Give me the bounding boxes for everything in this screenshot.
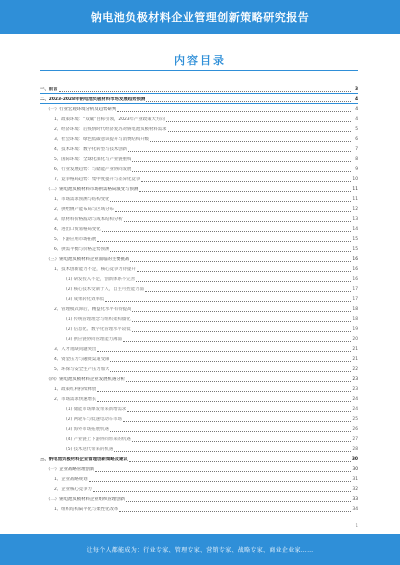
toc-entry-page: 14 bbox=[352, 227, 358, 232]
toc-entry[interactable] bbox=[40, 436, 358, 442]
toc-entry-page: 23 bbox=[352, 377, 358, 382]
toc-entry-page: 34 bbox=[352, 507, 358, 512]
toc-entry-title: 4、进出口贸易格局变化 bbox=[54, 227, 101, 232]
toc-entry-page: 21 bbox=[352, 347, 358, 352]
toc-entry[interactable] bbox=[40, 156, 358, 162]
toc-leader-dots bbox=[89, 477, 351, 482]
toc-entry-title: 5、环保与安全生产压力加大 bbox=[54, 367, 110, 372]
toc-entry-title: （二）钠电池负极材料企业组织管理创新 bbox=[46, 497, 126, 502]
footer-slogan: 让每个人都能成为：行业专家、管理专家、营销专家、战略专家、商业企业家…… bbox=[86, 547, 314, 554]
toc-entry[interactable] bbox=[40, 296, 358, 302]
toc-entry-page: 15 bbox=[352, 237, 358, 242]
toc-entry[interactable] bbox=[40, 406, 358, 412]
toc-leader-dots bbox=[123, 337, 351, 342]
toc-entry-page: 4 bbox=[355, 107, 358, 112]
toc-entry[interactable] bbox=[40, 446, 358, 452]
toc-entry-title: 1、市场需求预测与结构变化 bbox=[54, 197, 110, 202]
toc-entry-title: 3、社会环境：绿色低碳意识提升与消费结构升级 bbox=[54, 137, 149, 142]
toc-entry-page: 30 bbox=[352, 467, 358, 472]
toc-entry[interactable] bbox=[40, 356, 358, 362]
toc-entry-title: 三、钠电池负极材料企业管理创新策略及建议 bbox=[40, 457, 128, 462]
toc-entry-page: 21 bbox=[352, 357, 358, 362]
toc-leader-dots bbox=[132, 167, 351, 172]
toc-entry[interactable] bbox=[40, 286, 358, 292]
toc-entry-title: 1、组织结构扁平化与柔性化改革 bbox=[54, 507, 119, 512]
report-title: 钠电池负极材料企业管理创新策略研究报告 bbox=[90, 11, 310, 24]
toc-entry-page: 4 bbox=[354, 97, 358, 102]
toc-entry-title: 3、原材料价格波动与成本结构分析 bbox=[54, 217, 123, 222]
toc-leader-dots bbox=[166, 117, 351, 122]
toc-entry-page: 6 bbox=[355, 137, 358, 142]
toc-leader-dots bbox=[130, 257, 351, 262]
toc-entry-page: 11 bbox=[352, 187, 358, 192]
toc-entry-page: 11 bbox=[352, 197, 358, 202]
toc-entry[interactable] bbox=[40, 476, 358, 482]
toc-entry[interactable] bbox=[40, 136, 358, 142]
toc-leader-dots bbox=[105, 297, 351, 302]
toc-entry[interactable] bbox=[40, 336, 358, 342]
toc-leader-dots bbox=[110, 367, 351, 372]
toc-entry-page: 30 bbox=[351, 457, 358, 462]
toc-entry-title: (2) 两轮车与低速电动车市场 bbox=[66, 417, 122, 422]
toc-entry-page: 16 bbox=[352, 257, 358, 262]
toc-leader-dots bbox=[139, 187, 351, 192]
toc-entry[interactable] bbox=[40, 426, 358, 432]
toc-entry-title: （一）行业宏观环境分析及趋势研判 bbox=[46, 107, 117, 112]
toc-leader-dots bbox=[124, 217, 351, 222]
toc-entry-page: 27 bbox=[352, 437, 358, 442]
toc-leader-dots bbox=[95, 467, 351, 472]
toc-entry[interactable] bbox=[40, 176, 358, 182]
toc-leader-dots bbox=[123, 417, 351, 422]
toc-leader-dots bbox=[110, 357, 351, 362]
toc-leader-dots bbox=[132, 437, 351, 442]
toc-entry[interactable] bbox=[40, 146, 358, 152]
toc-entry-title: 一、前言 bbox=[40, 87, 58, 92]
toc-entry-page: 16 bbox=[352, 267, 358, 272]
toc-entry-title: 4、资金压力与融资渠道受限 bbox=[54, 357, 110, 362]
toc-leader-dots bbox=[59, 87, 351, 92]
toc-leader-dots bbox=[137, 267, 351, 272]
toc-entry[interactable] bbox=[40, 86, 358, 92]
toc-entry[interactable] bbox=[40, 126, 358, 132]
toc-entry-page: 10 bbox=[352, 177, 358, 182]
toc-title-divider bbox=[40, 70, 358, 71]
toc-leader-dots bbox=[132, 317, 351, 322]
report-header bbox=[0, 0, 400, 34]
toc-entry[interactable] bbox=[40, 496, 358, 502]
toc-leader-dots bbox=[117, 107, 351, 112]
toc-entry-title: (3) 海外市场拓展机遇 bbox=[66, 427, 109, 432]
toc-entry-page: 24 bbox=[352, 407, 358, 412]
toc-entry-title: 6、行业发展趋势：与储能产业协同发展 bbox=[54, 167, 132, 172]
toc-divider bbox=[40, 93, 358, 94]
toc-leader-dots bbox=[110, 247, 351, 252]
toc-leader-dots bbox=[146, 97, 351, 102]
toc-entry-page: 32 bbox=[352, 487, 358, 492]
toc-entry-page: 33 bbox=[352, 497, 358, 502]
toc-entry-title: (1) 储能市场爆发带来新增需求 bbox=[66, 407, 127, 412]
toc-leader-dots bbox=[129, 457, 351, 462]
toc-entry[interactable] bbox=[40, 276, 358, 282]
toc-title: 内容目录 bbox=[174, 54, 226, 67]
toc-entry-page: 22 bbox=[352, 367, 358, 372]
toc-entry-title: 7、竞争格局趋势：集中度提升与差异化竞争 bbox=[54, 177, 141, 182]
toc-entry[interactable] bbox=[40, 386, 358, 392]
toc-entry[interactable] bbox=[40, 216, 358, 222]
toc-entry-page: 12 bbox=[352, 207, 358, 212]
toc-leader-dots bbox=[141, 177, 351, 182]
table-of-contents bbox=[40, 86, 358, 518]
toc-entry[interactable] bbox=[40, 456, 358, 462]
toc-entry-title: 2、供给侧产能布局与区域分布 bbox=[54, 207, 114, 212]
toc-leader-dots bbox=[97, 387, 351, 392]
toc-entry-title: 6、供需平衡与价格走势预测 bbox=[54, 247, 110, 252]
toc-entry-page: 31 bbox=[352, 477, 358, 482]
toc-entry-title: 1、企业战略规划 bbox=[54, 477, 88, 482]
toc-entry-title: （二）钠电池负极材料市场供需格局演变与预测 bbox=[46, 187, 139, 192]
toc-entry[interactable] bbox=[40, 326, 358, 332]
toc-leader-dots bbox=[132, 327, 351, 332]
toc-entry-title: 1、技术创新能力不足，核心竞争力待提升 bbox=[54, 267, 136, 272]
toc-entry[interactable] bbox=[40, 116, 358, 122]
toc-entry-page: 7 bbox=[355, 147, 358, 152]
toc-entry-title: (3) 供应链协同管理能力薄弱 bbox=[66, 337, 122, 342]
toc-entry[interactable] bbox=[40, 506, 358, 512]
toc-leader-dots bbox=[168, 127, 351, 132]
toc-entry-page: 17 bbox=[352, 297, 358, 302]
toc-leader-dots bbox=[102, 227, 351, 232]
toc-entry-page: 25 bbox=[352, 417, 358, 422]
toc-entry[interactable] bbox=[40, 256, 358, 262]
toc-entry-page: 13 bbox=[352, 217, 358, 222]
toc-entry-title: (2) 核心技术受制于人，自主可控能力弱 bbox=[66, 287, 144, 292]
toc-entry-title: 2、经济环境：后疫情时代经济复苏对钠电池负极材料需求 bbox=[54, 127, 167, 132]
toc-entry-title: 2、企业核心竞争力 bbox=[54, 487, 92, 492]
toc-entry-page: 20 bbox=[352, 337, 358, 342]
toc-leader-dots bbox=[126, 377, 351, 382]
toc-entry[interactable] bbox=[40, 166, 358, 172]
toc-leader-dots bbox=[119, 507, 351, 512]
toc-entry-page: 16 bbox=[352, 277, 358, 282]
toc-leader-dots bbox=[114, 447, 351, 452]
toc-leader-dots bbox=[127, 407, 351, 412]
toc-leader-dots bbox=[136, 277, 351, 282]
toc-entry-page: 17 bbox=[352, 287, 358, 292]
toc-entry-page: 15 bbox=[352, 247, 358, 252]
toc-entry[interactable] bbox=[40, 376, 358, 382]
toc-entry-page: 23 bbox=[352, 387, 358, 392]
toc-entry[interactable] bbox=[40, 486, 358, 492]
toc-entry-page: 19 bbox=[352, 327, 358, 332]
toc-entry[interactable] bbox=[40, 366, 358, 372]
toc-leader-dots bbox=[132, 307, 351, 312]
toc-entry-page: 28 bbox=[352, 447, 358, 452]
toc-entry-title: （一）企业战略管理创新 bbox=[46, 467, 95, 472]
toc-entry-page: 5 bbox=[355, 127, 358, 132]
toc-entry[interactable] bbox=[40, 246, 358, 252]
toc-leader-dots bbox=[97, 347, 351, 352]
toc-entry[interactable] bbox=[40, 416, 358, 422]
toc-entry[interactable] bbox=[40, 266, 358, 272]
toc-entry-page: 18 bbox=[352, 317, 358, 322]
toc-leader-dots bbox=[110, 197, 351, 202]
report-footer bbox=[0, 534, 400, 565]
toc-entry[interactable] bbox=[40, 396, 358, 402]
toc-leader-dots bbox=[128, 147, 351, 152]
page-number: 1 bbox=[355, 523, 358, 528]
toc-entry-title: 二、2023-2028年钠电池负极材料市场发展趋势预测 bbox=[40, 97, 146, 102]
toc-entry-title: 3、人才短缺问题突出 bbox=[54, 347, 97, 352]
toc-entry[interactable] bbox=[40, 196, 358, 202]
toc-entry[interactable] bbox=[40, 346, 358, 352]
toc-entry[interactable] bbox=[40, 96, 358, 102]
toc-entry-title: (1) 研发投入不足，创新体系不完善 bbox=[66, 277, 136, 282]
toc-entry-page: 3 bbox=[354, 87, 358, 92]
toc-entry-title: (4) 产业链上下游协同带来的机遇 bbox=[66, 437, 131, 442]
toc-entry-title: （四）钠电池负极材料企业发展机遇分析 bbox=[46, 377, 126, 382]
toc-entry-title: 1、政策环境：“双碳”目标引领，2023年产业政策大方向 bbox=[54, 117, 165, 122]
toc-entry[interactable] bbox=[40, 306, 358, 312]
toc-entry-title: 5、下游应用市场拓展 bbox=[54, 237, 97, 242]
toc-leader-dots bbox=[126, 497, 351, 502]
toc-entry-title: (2) 信息化、数字化管理水平较低 bbox=[66, 327, 131, 332]
toc-leader-dots bbox=[93, 487, 351, 492]
toc-entry-page: 8 bbox=[355, 157, 358, 162]
toc-leader-dots bbox=[97, 237, 351, 242]
toc-entry[interactable] bbox=[40, 206, 358, 212]
toc-entry-title: 2、市场需求快速增长 bbox=[54, 397, 97, 402]
toc-entry-page: 24 bbox=[352, 397, 358, 402]
toc-leader-dots bbox=[115, 207, 351, 212]
toc-entry-title: 5、国际环境：全球化深化与产业链重构 bbox=[54, 157, 132, 162]
toc-leader-dots bbox=[150, 137, 351, 142]
toc-entry-page: 18 bbox=[352, 307, 358, 312]
toc-entry-title: (5) 技术迭代带来的机遇 bbox=[66, 447, 114, 452]
toc-leader-dots bbox=[110, 427, 351, 432]
toc-entry-title: （三）钠电池负极材料企业面临的主要挑战 bbox=[46, 257, 130, 262]
toc-divider bbox=[40, 103, 358, 104]
toc-entry[interactable] bbox=[40, 466, 358, 472]
toc-entry-title: 2、管理模式滞后，精益化水平有待提高 bbox=[54, 307, 132, 312]
toc-entry-title: 1、政策红利持续释放 bbox=[54, 387, 97, 392]
toc-entry[interactable] bbox=[40, 236, 358, 242]
toc-leader-dots bbox=[145, 287, 351, 292]
toc-leader-dots bbox=[97, 397, 351, 402]
toc-entry-page: 9 bbox=[355, 167, 358, 172]
toc-entry-page: 26 bbox=[352, 427, 358, 432]
toc-entry-page: 4 bbox=[355, 117, 358, 122]
toc-entry-title: (3) 成果转化效率低 bbox=[66, 297, 105, 302]
toc-entry[interactable] bbox=[40, 316, 358, 322]
toc-entry-title: 4、技术环境：数字化转型与技术创新 bbox=[54, 147, 128, 152]
toc-entry[interactable] bbox=[40, 186, 358, 192]
toc-entry[interactable] bbox=[40, 106, 358, 112]
toc-entry[interactable] bbox=[40, 226, 358, 232]
toc-entry-title: (1) 传统管理理念与组织架构僵化 bbox=[66, 317, 131, 322]
toc-leader-dots bbox=[132, 157, 351, 162]
